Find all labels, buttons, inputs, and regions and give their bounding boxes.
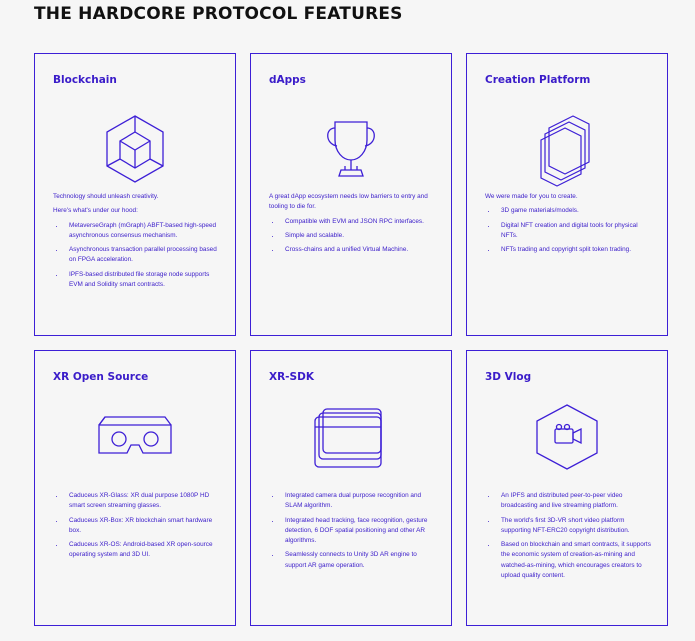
card-body xyxy=(53,192,221,294)
list-item: • Simple and scalable. xyxy=(281,231,437,241)
list-item: • Seamlessly connects to Unity 3D AR engine to support AR game operation. xyxy=(281,550,437,571)
list-item: • NFTs trading and copyright split token trading. xyxy=(497,245,653,255)
stacked-layers-icon xyxy=(527,110,607,190)
trophy-icon xyxy=(311,110,391,190)
card-title: dApps xyxy=(269,74,306,86)
feature-card-3d-vlog xyxy=(466,350,668,626)
card-intro: We were made for you to create. xyxy=(485,193,578,200)
video-camera-cube-icon xyxy=(527,397,607,477)
list-item: • Digital NFT creation and digital tools for physical NFTs. xyxy=(497,221,653,242)
list-item: • Integrated camera dual purpose recognition and SLAM algorithm. xyxy=(281,491,437,512)
feature-list xyxy=(269,217,437,256)
card-title: 3D Vlog xyxy=(485,371,532,383)
feature-list xyxy=(269,491,437,571)
list-item: • Asynchronous transaction parallel processing based on FPGA acceleration. xyxy=(65,245,221,266)
card-body xyxy=(53,491,221,565)
list-item: • Caduceus XR-Glass: XR dual purpose 1080P HD smart screen streaming glasses. xyxy=(65,491,221,512)
feature-list xyxy=(53,221,221,291)
card-title: Creation Platform xyxy=(485,74,591,86)
feature-list xyxy=(53,491,221,561)
card-title: Blockchain xyxy=(53,74,117,86)
hexagon-cube-icon xyxy=(95,110,175,190)
feature-card-creation-platform xyxy=(466,53,668,336)
card-intro-secondary: Here's what's under our hood: xyxy=(53,207,138,215)
list-item: • Caduceus XR-OS: Android-based XR open-source operating system and 3D UI. xyxy=(65,540,221,561)
list-item: • Integrated head tracking, face recognition, gesture detection, 6 DOF spatial positioning and other AR algorithms. xyxy=(281,516,437,547)
card-body xyxy=(269,192,437,259)
feature-card-xr-open-source xyxy=(34,350,236,626)
list-item: • The world's first 3D-VR short video platform supporting NFT-ERC20 copyright distribution. xyxy=(497,516,653,537)
card-title: XR-SDK xyxy=(269,371,314,383)
card-intro: Technology should unleash creativity. xyxy=(53,193,159,200)
card-body xyxy=(485,491,653,585)
card-body xyxy=(269,491,437,575)
card-intro: A great dApp ecosystem needs low barriers to entry and tooling to die for. xyxy=(269,193,428,211)
list-item: • 3D game materials/models. xyxy=(497,206,653,216)
vr-headset-icon xyxy=(95,397,175,477)
list-item: • IPFS-based distributed file storage node supports EVM and Solidity smart contracts. xyxy=(65,270,221,291)
list-item: • Cross-chains and a unified Virtual Machine. xyxy=(281,245,437,255)
feature-list xyxy=(485,491,653,581)
layered-panels-icon xyxy=(311,397,391,477)
list-item: • MetaverseGraph (mGraph) ABFT-based high-speed asynchronous consensus mechanism. xyxy=(65,221,221,242)
card-body xyxy=(485,192,653,259)
feature-card-dapps xyxy=(250,53,452,336)
card-title: XR Open Source xyxy=(53,371,149,383)
list-item: • Compatible with EVM and JSON RPC interfaces. xyxy=(281,217,437,227)
list-item: • Based on blockchain and smart contracts, it supports the economic system of creation-as-mining and watched-as-mining, which encourages creators to upload quality content. xyxy=(497,540,653,581)
feature-list xyxy=(485,206,653,255)
list-item: • Caduceus XR-Box: XR blockchain smart hardware box. xyxy=(65,516,221,537)
list-item: • An IPFS and distributed peer-to-peer video broadcasting and live streaming platform. xyxy=(497,491,653,512)
feature-card-blockchain xyxy=(34,53,236,336)
page-title: THE HARDCORE PROTOCOL FEATURES xyxy=(34,4,403,24)
feature-card-xr-sdk xyxy=(250,350,452,626)
